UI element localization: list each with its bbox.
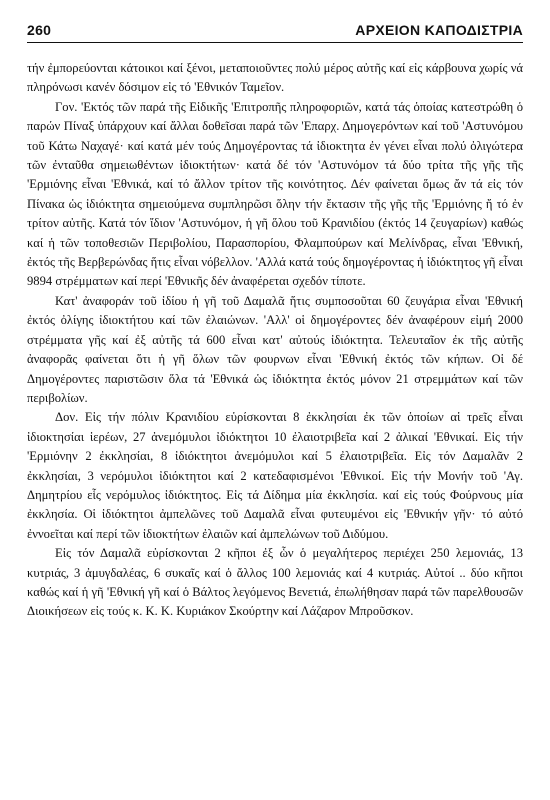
paragraph: τήν ἐμπορεύονται κάτοικοι καί ξένοι, μεταποιοῦντες πολύ μέρος αὐτῆς καί εἰς κάρβουνα χωρίς νά πληρόνωσι κανέν δόσιμον εἰς τό 'Εθνικόν Ταμεῖον. (27, 61, 523, 95)
running-title: ΑΡΧΕΙΟΝ ΚΑΠΟΔΙΣΤΡΙΑ (355, 22, 523, 38)
header-rule (27, 42, 523, 43)
page-header (27, 22, 523, 40)
paragraph: Κατ' ἀναφοράν τοῦ ἰδίου ἡ γῆ τοῦ Δαμαλᾶ ἥτις συμποσοῦται 60 ζευγάρια εἶναι 'Εθνική ἐκτός ὀλίγης ἰδιοκτήτου καί τῶν ἐλαιώνων. 'Αλλ' οἱ δημογέροντες δέν ἀναφέρουν εἰμή 2000 στρέμματα γῆς καί ἐξ αὐτῆς τά 600 εἶναι κατ' αὐτούς ἰδιόκτητα. Τελευταῖον ἐκ τῆς αὐτῆς ἀναφορᾶς φαίνεται ὅτι ἡ γῆ ὅλων τῶν φουρνων εἶναι 'Εθνική ἐκτός τῶν κήπων. Οἱ δέ Δημογέροντες παριστῶσιν ὅλα τά 'Εθνικά ὡς ἰδιόκτητα ἐκτός μόνον 21 στρεμμάτων καί τῶν περιβολίων. (27, 293, 523, 405)
paragraph: Εἰς τόν Δαμαλᾶ εὑρίσκονται 2 κῆποι ἐξ ὧν ὁ μεγαλήτερος περιέχει 250 λεμονιάς, 13 κυτριάς, 3 ἀμυγδαλέας, 6 συκαῖς καί ὁ ἄλλος 100 λεμονιάς καί 4 κυτριάς. Αὐτοί .. δύο κῆποι καθώς καί ἡ γῆ 'Εθνική γῆ καί ὁ Βάλτος λεγόμενος Βενετιά, ἐπωλήθησαν παρά τῶν παρελθουσῶν Διοικήσεων εἰς τούς κ. Κ. Κ. Κυριάκον Σκούρτην καί Λάζαρον Μπροῦσκον. (27, 546, 523, 619)
paragraph: Γον. 'Εκτός τῶν παρά τῆς Εἰδικῆς 'Επιτροπῆς πληροφοριῶν, κατά τάς ὁποίας κατεστρώθη ὁ παρών Πίναξ ὑπάρχουν καί ἄλλαι δοθεῖσαι παρά τῶν 'Επαρχ. Δημογερόντων καί τοῦ 'Αστυνόμου τοῦ Κάτω Ναχαγέ· καί κατά μέν τούς Δημογέροντας τά ἰδιοκτητα ἐν γένει εἶναι πολύ ὀλιγώτερα τῶν ἐνταῦθα σημειωθέντων ἰδιοκτήτων· κατά δέ τόν 'Αστυνόμον τά δύο τρίτα τῆς γῆς τῆς 'Ερμιόνης εἶναι 'Εθνικά, καί τό ἄλλον τρίτον τῆς κοινότητος. Δέν φαίνεται ὅμως ἄν τά εἰς τόν Πίνακα ὡς ἰδιόκτητα σημειούμενα συμπληρῶσι ὅλην τήν ἔκτασιν τῆς γῆς τῆς 'Ερμιόνης ἤ τό ἐν τρίτον αὐτῆς. Κατά τόν ἴδιον 'Αστυνόμον, ἡ γῆ ὅλου τοῦ Κρανιδίου (ἐκτός 14 ζευγαρίων) καθώς καί ἡ τῶν τοποθεσιῶν Περιβολίου, Παρασπορίου, Φλαμπούρων καί Μελίνδρας, εἶναι 'Εθνική, ἐκτός τῆς Βερβερώνδας ἥτις εἶναι νόβελλον. 'Αλλά κατά τούς δημογέροντας ἡ ἰδιόκτητος γῆ εἶναι 9894 στρέμματων καί περί 'Εθνικῆς δέν ἀναφέρεται σχεδόν τίποτε. (27, 99, 523, 289)
document-body (27, 59, 523, 622)
document-page (27, 22, 523, 622)
paragraph: Δον. Εἰς τήν πόλιν Κρανιδίου εὑρίσκονται 8 ἐκκλησίαι ἐκ τῶν ὁποίων αἱ τρεῖς εἶναι ἰδιοκτησίαι ἱερέων, 27 ἀνεμόμυλοι ἰδιόκτητοι 10 ἐλαιοτριβεῖα καί 2 ἀλικαί 'Εθνικαί. Εἰς τήν 'Ερμιόνην 2 ἐκκλησίαι, 8 ἰδιόκτητοι ἀνεμόμυλοι καί 5 ἐλαιοτριβεῖα. Εἰς τόν Δαμαλᾶν 2 ἐκκλησίαι, 3 νερόμυλοι ἰδιόκτητοι καί 2 κατεδαφισμένοι 'Εθνικοί. Εἰς τήν Μονήν τοῦ 'Αγ. Δημητρίου εἷς νερόμυλος ἰδιόκτητος. Εἰς τά Δίδημα μία ἐκκλησία. καί εἰς τούς Φούρνους μία ἐκκλησία. Οἱ ἰδιόκτητοι ἀμπελῶνες τοῦ Δαμαλᾶ εἶναι φυτευμένοι εἰς 'Εθνικήν γῆν· τό αὐτό ἐννοεῖται καί περί τῶν ἰδιοκτήτων ἐλαιῶν καί ἀμπελώνων τοῦ Διδύμου. (27, 410, 523, 541)
page-number: 260 (27, 22, 52, 38)
